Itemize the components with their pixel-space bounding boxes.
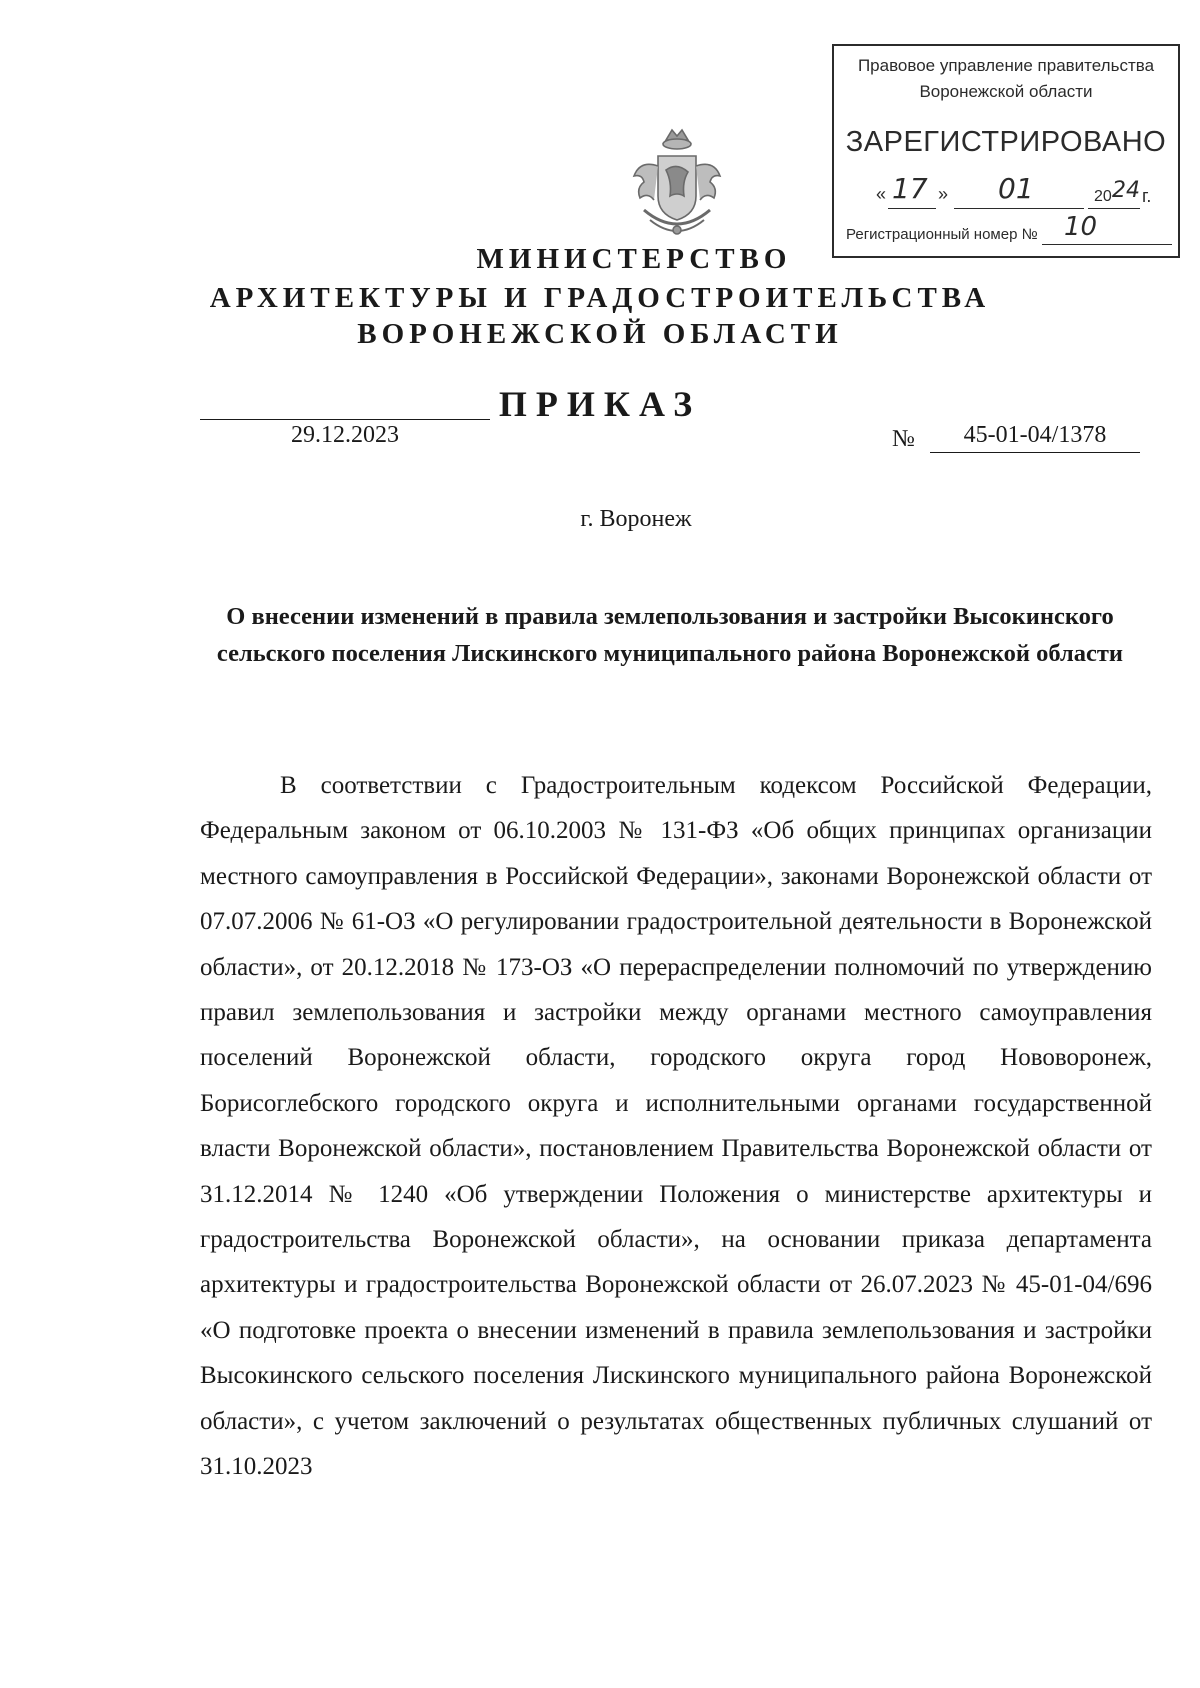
stamp-reg-label: Регистрационный номер № — [846, 226, 1038, 243]
body-paragraph: В соответствии с Градостроительным кодексом Российской Федерации, Федеральным законом от 06.10.2003 № 131-ФЗ «Об общих принципах организации местного самоуправления в Российской Федерации», законами Воронежской области от 07.07.2006 № 61-ОЗ «О регулировании градостроительной деятельности в Воронежской области», от 20.12.2018 № 173-ОЗ «О перераспределении полномочий по утверждению правил землепользования и застройки между органами местного самоуправления поселений Воронежской области, городского округа город Нововоронеж, Борисоглебского городского округа и исполнительными органами государственной власти Воронежской области», постановлением Правительства Воронежской области от 31.12.2014 № 1240 «Об утверждении Положения о министерстве архитектуры и градостроительства Воронежской области», на основании приказа департамента архитектуры и градостроительства Воронежской области от 26.07.2023 № 45-01-04/696 «О подготовке проекта о внесении изменений в правила землепользования и застройки Высокинского сельского поселения Лискинского муниципального района Воронежской области», с учетом заключений о результатах общественных публичных слушаний от 31.10.2023 — [200, 772, 1152, 1481]
date-underline — [200, 419, 490, 420]
stamp-year-prefix: 20 — [1094, 188, 1112, 205]
stamp-org-line2: Воронежской области — [919, 82, 1093, 101]
coat-of-arms-icon — [622, 126, 732, 244]
stamp-org-line1: Правовое управление правительства — [857, 56, 1155, 75]
order-number: 45-01-04/1378 — [963, 422, 1107, 448]
registration-stamp — [832, 44, 1180, 258]
number-underline — [930, 452, 1140, 453]
stamp-registered: ЗАРЕГИСТРИРОВАНО — [845, 126, 1167, 158]
ministry-line3: ВОРОНЕЖСКОЙ ОБЛАСТИ — [357, 318, 843, 350]
order-date: 29.12.2023 — [291, 422, 399, 448]
stamp-date: « 17 » 01 20 24 г. — [876, 174, 1166, 214]
ministry-line2: АРХИТЕКТУРЫ И ГРАДОСТРОИТЕЛЬСТВА — [209, 282, 991, 314]
order-subject: О внесении изменений в правила землепользования и застройки Высокинского сельского поселения Лискинского муниципального района Воронежской области — [216, 603, 1124, 667]
ministry-line1: МИНИСТЕРСТВО — [476, 243, 792, 275]
city: г. Воронеж — [580, 506, 692, 532]
stamp-year-suffix: 24 — [1112, 178, 1140, 203]
stamp-reg-number: 10 — [1064, 212, 1098, 242]
stamp-year-unit: г. — [1142, 186, 1152, 206]
stamp-day: 17 — [892, 172, 928, 205]
number-sign: № — [892, 426, 915, 452]
stamp-month: 01 — [998, 172, 1034, 205]
doc-type-title: ПРИКАЗ — [498, 384, 702, 424]
